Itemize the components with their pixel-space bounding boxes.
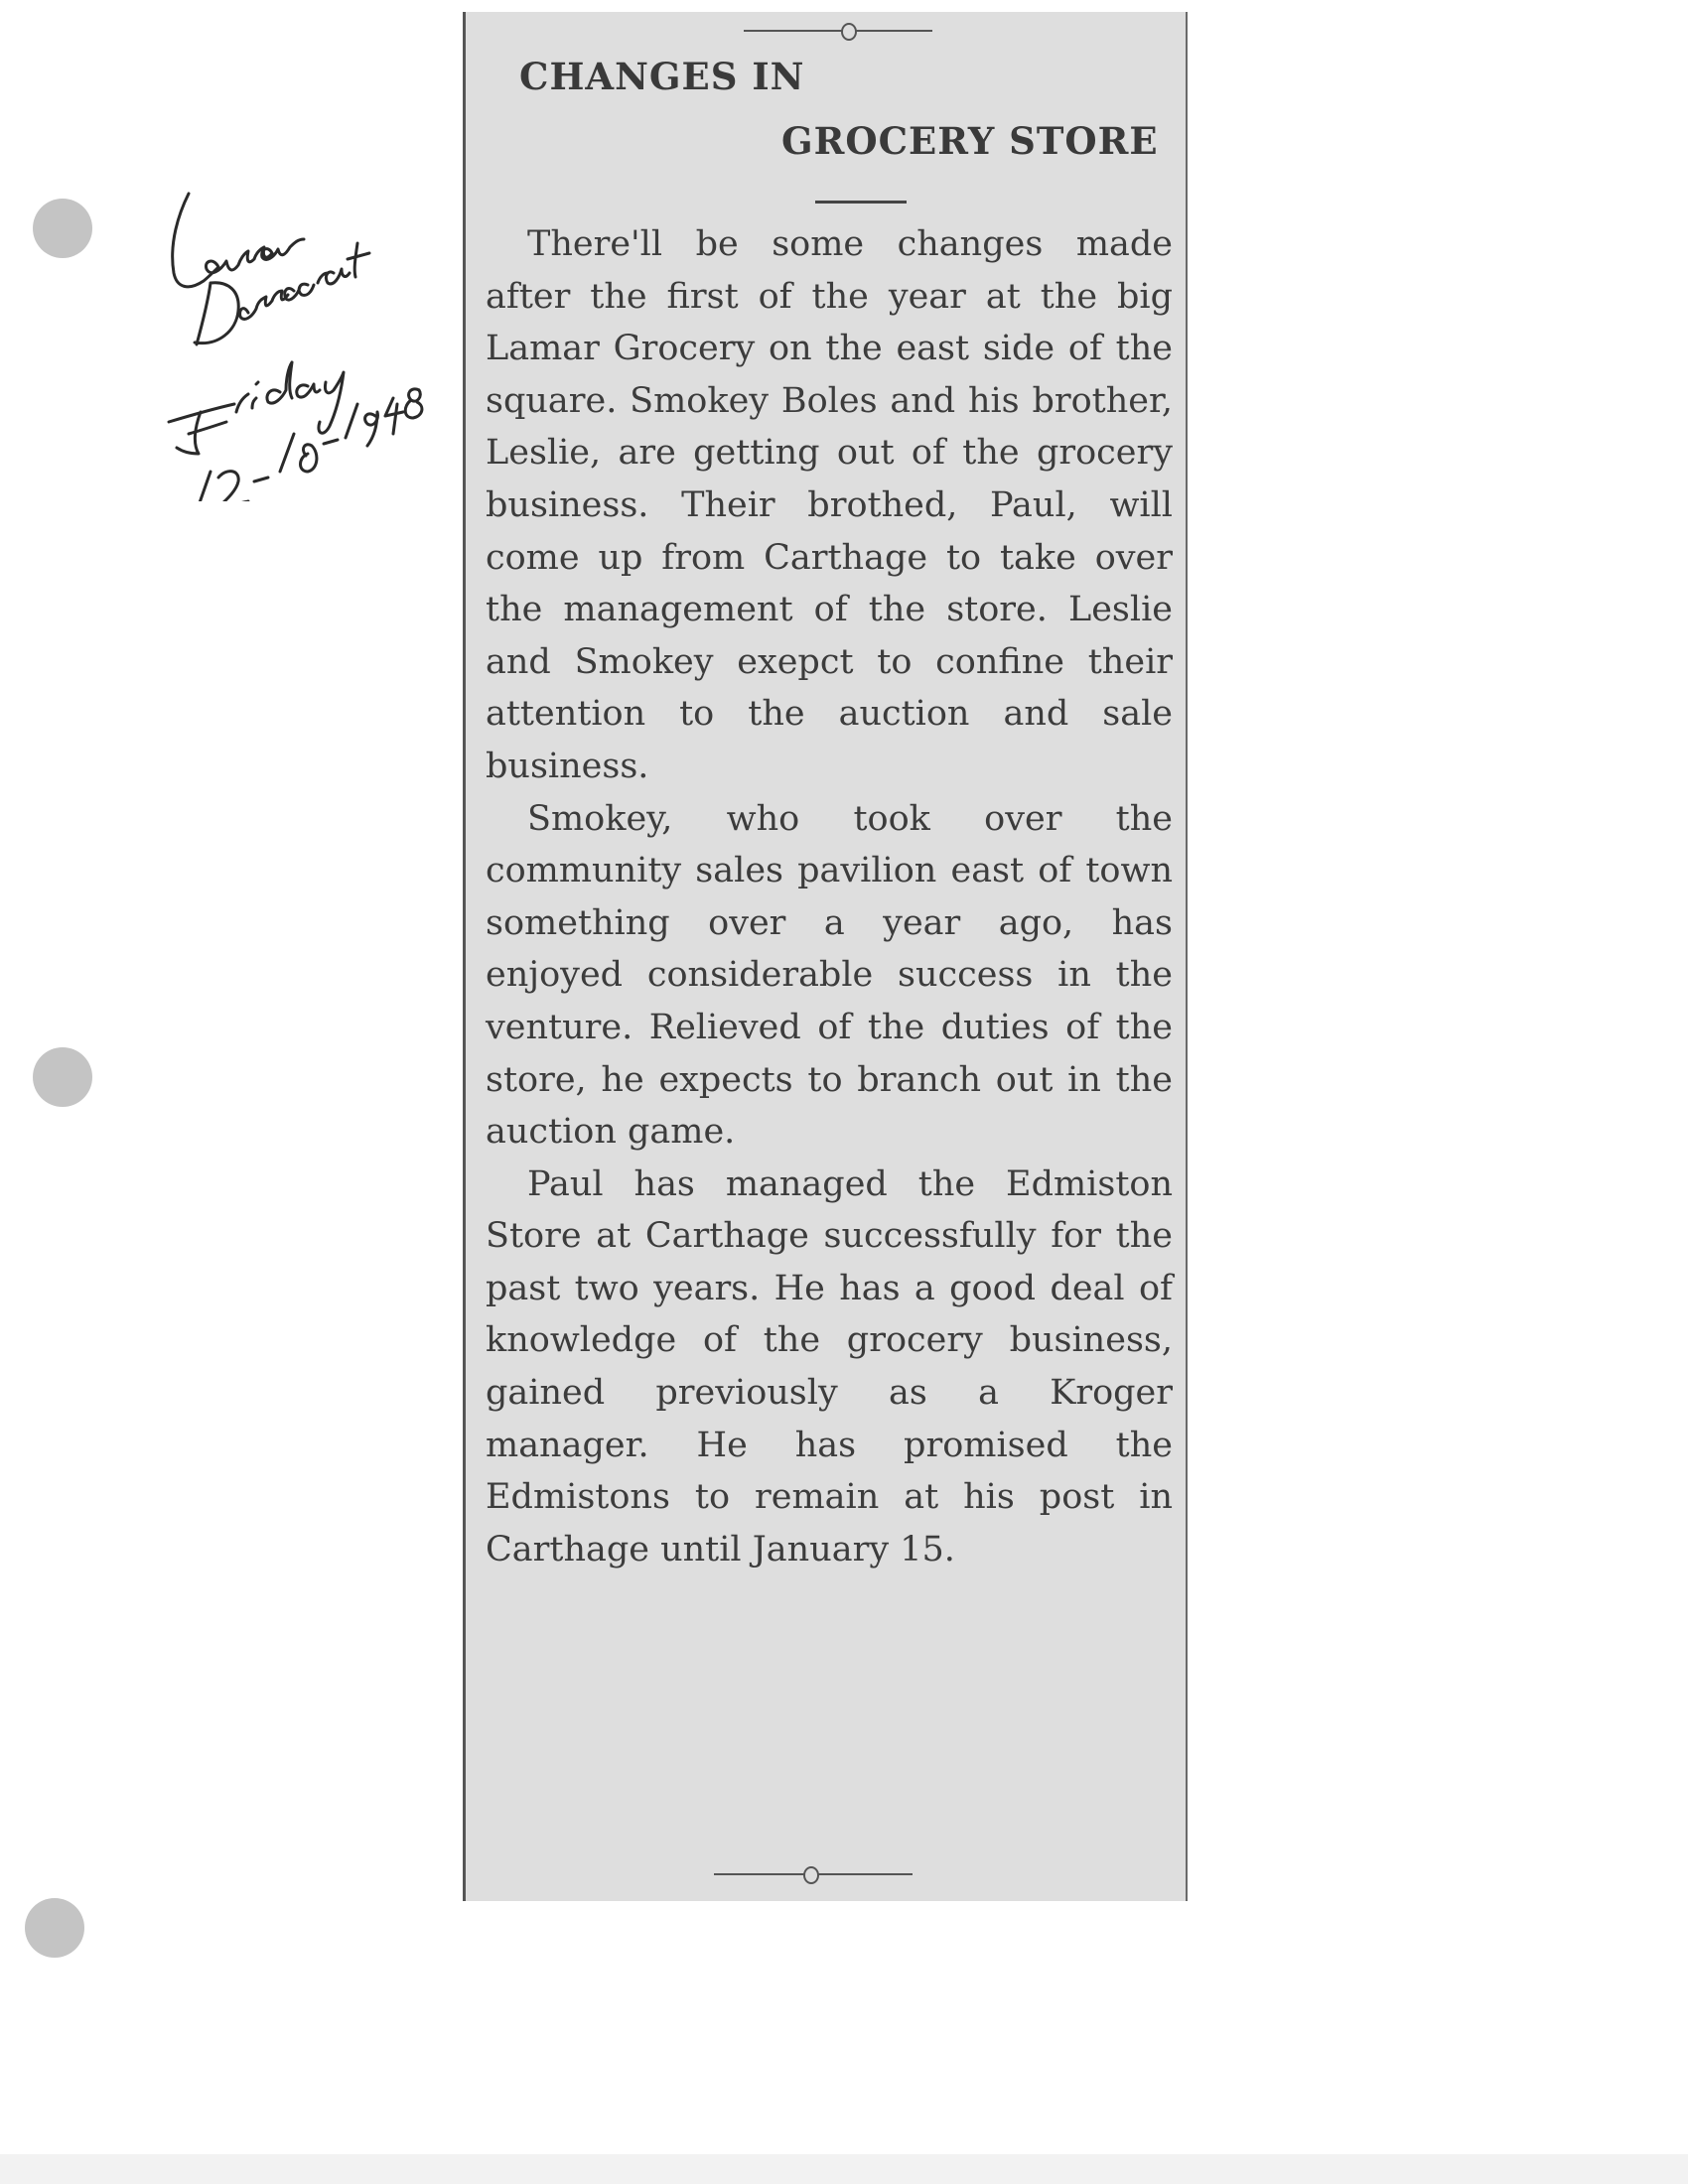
article-paragraph-2: Smokey, who took over the community sales pavilion east of town something over a year ago, has enjoyed considerable success in the venture. Relieved of the duties of the store, he expects to branch out in the auction game.: [486, 798, 1173, 1153]
newspaper-clipping: [463, 12, 1188, 1901]
handwritten-note: [149, 174, 506, 501]
handwriting-word-friday: [169, 362, 344, 454]
binder-hole-middle: [33, 1047, 92, 1107]
handwriting-word-lamar: [173, 194, 304, 287]
headline-line-1: CHANGES IN: [519, 55, 805, 98]
bottom-rule-ornament: [803, 1866, 819, 1884]
article-paragraph-1: There'll be some changes made after the first of the year at the big Lamar Grocery on the east side of the square. Smokey Boles and his brother, Leslie, are getting out of the grocery business. Their brothed, Paul, will come up from Carthage to take over the management of the store. Leslie and Smokey exepct to confine their attention to the auction and sale business.: [486, 224, 1173, 786]
headline-divider: [815, 201, 907, 204]
article-body: [486, 218, 1173, 1575]
handwriting-word-democrat: [195, 243, 369, 344]
top-rule-ornament: [841, 23, 857, 41]
headline-line-2: GROCERY STORE: [781, 119, 1159, 163]
top-column-rule: [744, 30, 932, 32]
binder-hole-bottom: [25, 1898, 84, 1958]
scan-edge-band: [0, 2154, 1688, 2184]
article-paragraph-3: Paul has managed the Edmiston Store at Carthage successfully for the past two years. He has a good deal of knowledge of the grocery business, gained previously as a Kroger manager. He has promised the Edmistons to remain at his post in Carthage until January 15.: [486, 1163, 1173, 1570]
binder-hole-top: [33, 199, 92, 258]
